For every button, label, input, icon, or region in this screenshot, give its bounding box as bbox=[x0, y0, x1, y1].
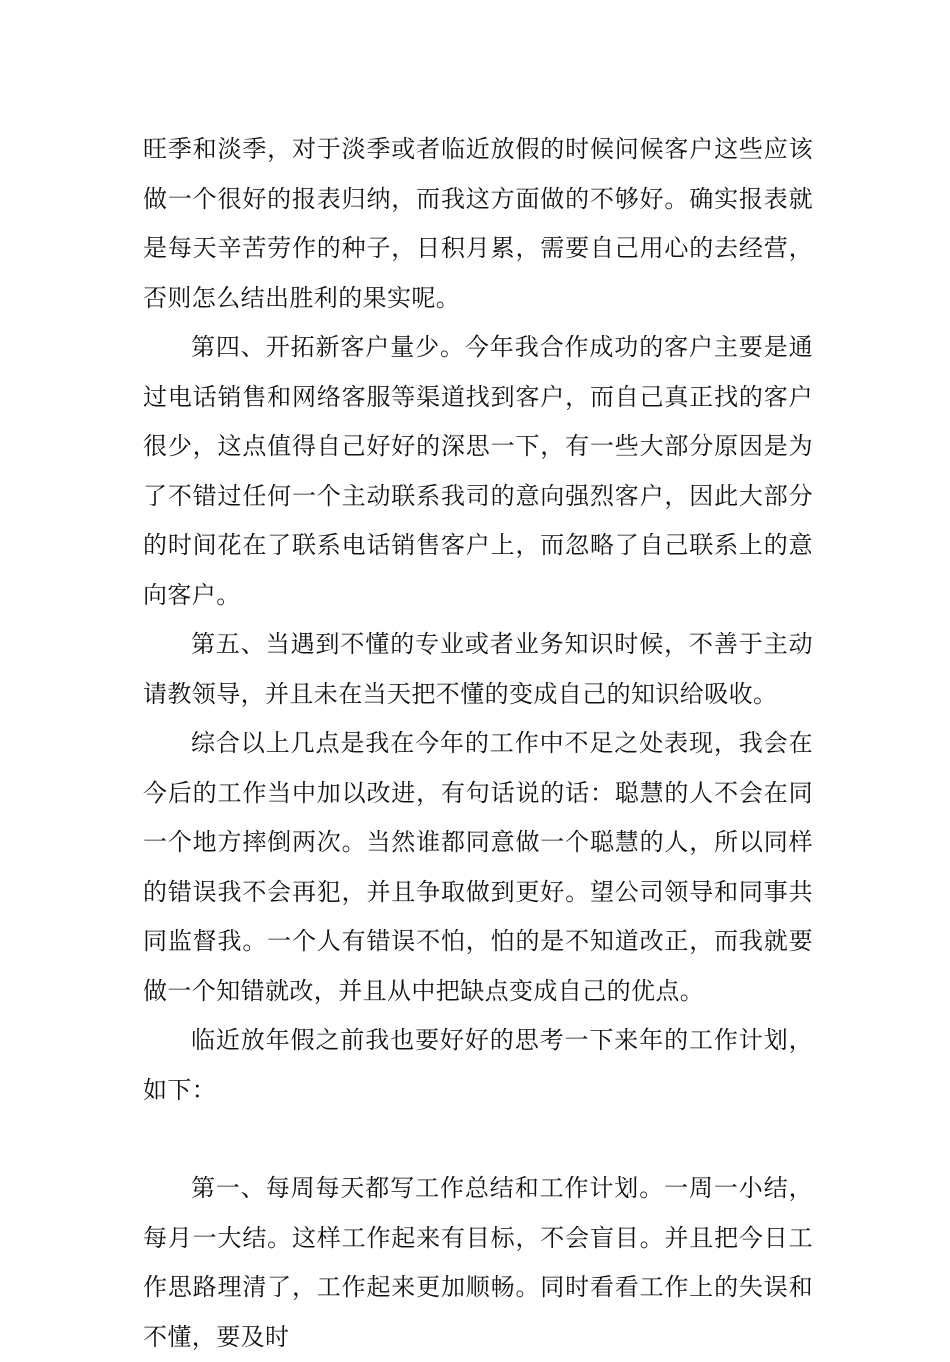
paragraph-plan-intro: 临近放年假之前我也要好好的思考一下来年的工作计划，如下： bbox=[143, 1026, 813, 1104]
paragraph-point-four: 第四、开拓新客户量少。今年我合作成功的客户主要是通过电话销售和网络客服等渠道找到客户，而自己真正找的客户很少，这点值得自己好好的深思一下，有一些大部分原因是为了不错过任何一个主动联系我司的意向强烈客户，因此大部分的时间花在了联系电话销售客户上，而忽略了自己联系上的意向客户。 bbox=[143, 333, 813, 609]
document-body bbox=[143, 125, 813, 1362]
blank-line bbox=[143, 1115, 813, 1164]
paragraph-plan-one: 第一、每周每天都写工作总结和工作计划。一周一小结，每月一大结。这样工作起来有目标，不会盲目。并且把今日工作思路理清了，工作起来更加顺畅。同时看看工作上的失误和不懂，要及时 bbox=[143, 1174, 813, 1351]
paragraph-summary: 综合以上几点是我在今年的工作中不足之处表现，我会在今后的工作当中加以改进，有句话说的话：聪慧的人不会在同一个地方摔倒两次。当然谁都同意做一个聪慧的人，所以同样的错误我不会再犯，并且争取做到更好。望公司领导和同事共同监督我。一个人有错误不怕，怕的是不知道改正，而我就要做一个知错就改，并且从中把缺点变成自己的优点。 bbox=[143, 729, 813, 1005]
paragraph-continuation: 旺季和淡季，对于淡季或者临近放假的时候问候客户这些应该做一个很好的报表归纳，而我这方面做的不够好。确实报表就是每天辛苦劳作的种子，日积月累，需要自己用心的去经营，否则怎么结出胜利的果实呢。 bbox=[143, 135, 813, 312]
paragraph-point-five: 第五、当遇到不懂的专业或者业务知识时候，不善于主动请教领导，并且未在当天把不懂的变成自己的知识给吸收。 bbox=[143, 630, 813, 708]
